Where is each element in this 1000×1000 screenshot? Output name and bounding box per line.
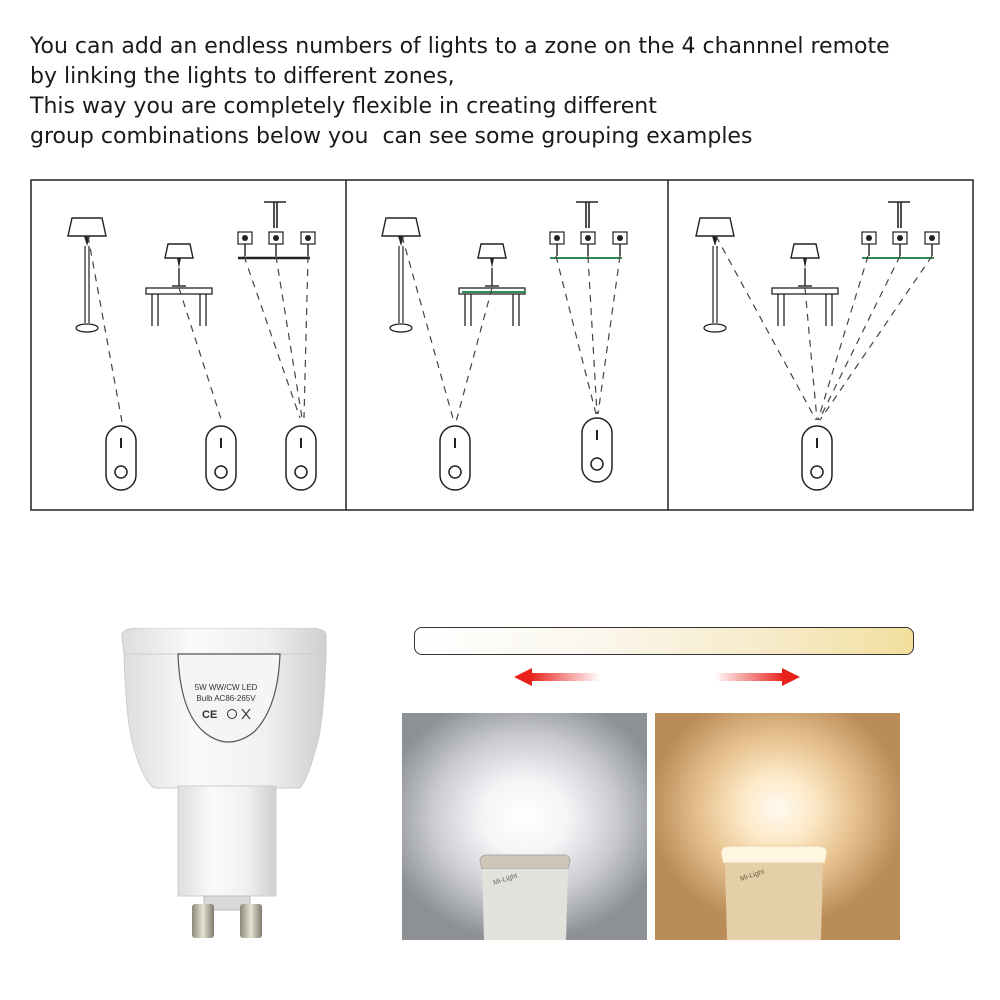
remote-icon	[802, 426, 832, 490]
remote-icon	[106, 426, 136, 490]
chandelier-icon	[550, 202, 627, 256]
ce-mark: CE	[202, 709, 218, 721]
table-lamp-icon	[146, 244, 212, 326]
chandelier-icon	[862, 202, 939, 256]
remote-icon	[286, 426, 316, 490]
bulb-label-line2: Bulb AC86-265V	[196, 694, 256, 703]
table-lamp-icon	[459, 244, 525, 326]
floor-lamp-icon	[696, 218, 734, 332]
cool-white-photo	[402, 713, 647, 940]
brand-mark: Mi-Light	[739, 868, 766, 883]
intro-line-2: by linking the lights to different zones,	[30, 64, 455, 89]
panel-3	[696, 202, 939, 490]
intro-text	[30, 32, 990, 152]
brand-mark: Mi-Light	[492, 872, 519, 887]
remote-icon	[582, 418, 612, 482]
bulb-pin	[240, 904, 262, 938]
floor-lamp-icon	[382, 218, 420, 332]
arrow-right-icon	[712, 666, 802, 688]
chandelier-icon	[238, 202, 315, 256]
panel-1	[68, 202, 316, 490]
table-lamp-icon	[772, 244, 838, 326]
bulb-photo	[120, 628, 330, 948]
remote-icon	[440, 426, 470, 490]
panel-2	[382, 202, 627, 490]
remote-icon	[206, 426, 236, 490]
grouping-diagram	[30, 178, 975, 514]
bulb-label-line1: 5W WW/CW LED	[194, 683, 258, 692]
intro-line-1: You can add an endless numbers of lights to a zone on the 4 channnel remote	[30, 34, 890, 59]
arrow-left-icon	[512, 666, 602, 688]
bulb-pin	[192, 904, 214, 938]
intro-line-4: group combinations below you can see some grouping examples	[30, 124, 753, 149]
floor-lamp-icon	[68, 218, 106, 332]
warm-white-photo	[655, 713, 900, 940]
intro-line-3: This way you are completely flexible in creating different	[30, 94, 657, 119]
color-temperature-bar	[414, 627, 914, 655]
